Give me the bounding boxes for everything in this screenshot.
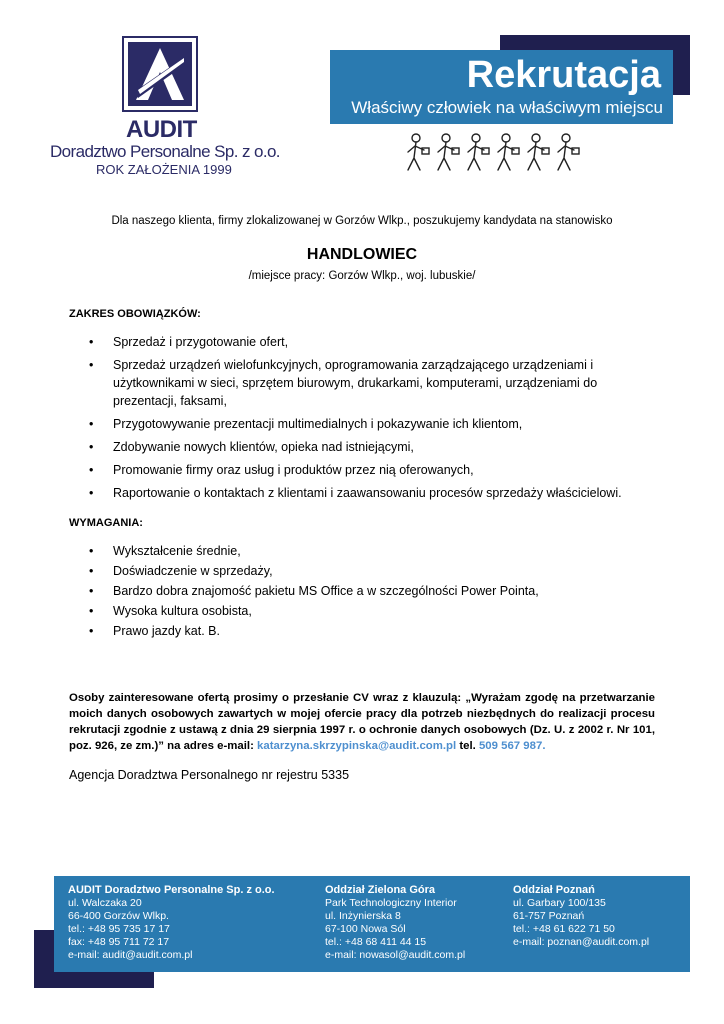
email-label: na adres e-mail: xyxy=(167,740,254,752)
duties-heading: ZAKRES OBOWIĄZKÓW: xyxy=(69,308,201,320)
logo-year: ROK ZAŁOŻENIA 1999 xyxy=(96,162,232,177)
logo-name: AUDIT xyxy=(126,116,197,143)
banner-subtitle: Właściwy człowiek na właściwym miejscu xyxy=(351,98,663,117)
intro-text: Dla naszego klienta, firmy zlokalizowanej w Gorzów Wlkp., poszukujemy kandydata na stanowisko xyxy=(111,215,613,227)
walking-people-icon xyxy=(400,130,600,180)
footer-pz-tel: tel.: +48 61 622 71 50 xyxy=(513,923,615,935)
contact-phone-link[interactable]: 509 567 987. xyxy=(478,740,546,752)
banner-title: Rekrutacja xyxy=(466,54,661,96)
list-item: • Promowanie firmy oraz usług i produktów przez nią oferowanych, xyxy=(89,463,474,477)
list-item: • Raportowanie o kontaktach z klientami i zaawansowaniu procesów sprzedaży właścicielowi. xyxy=(89,486,622,500)
duties-list xyxy=(69,333,629,507)
consent-clause: Osoby zainteresowane ofertą prosimy o przesłanie CV wraz z klauzulą: „Wyrażam zgodę na przetwarzanie moich danych osobowych zawartych w mojej ofercie pracy dla potrzeb niezbędnych do realizacji procesu rekrutacji zgodnie z ustawą z dnia 29 sierpnia 1997 r. o ochronie danych osobowych (Dz. U. z 2002 r. Nr 101, poz. 926, ze zm.)” xyxy=(69,692,655,752)
list-item: • Wysoka kultura osobista, xyxy=(89,604,252,618)
list-item: • Sprzedaż urządzeń wielofunkcyjnych, oprogramowania zarządzającego urządzeniami i użytkownikami w sieci, sprzętem biurowym, drukarkami, komputerami, urządzeniami do prezentacji, faksami, xyxy=(89,358,598,408)
footer-pz-street: ul. Garbary 100/135 xyxy=(513,897,606,909)
footer-zg-heading: Oddział Zielona Góra xyxy=(325,884,436,896)
job-place: /miejsce pracy: Gorzów Wlkp., woj. lubuskie/ xyxy=(248,270,476,282)
list-item: • Prawo jazdy kat. B. xyxy=(89,624,220,638)
banner xyxy=(330,50,673,124)
footer-hq-fax: fax: +48 95 711 72 17 xyxy=(68,936,170,948)
requirements-list xyxy=(69,542,629,642)
footer-hq-heading: AUDIT Doradztwo Personalne Sp. z o.o. xyxy=(68,884,275,896)
contact-email-link[interactable]: katarzyna.skrzypinska@audit.com.pl xyxy=(257,740,457,752)
footer-hq-email[interactable]: e-mail: audit@audit.com.pl xyxy=(68,949,193,961)
requirements-heading: WYMAGANIA: xyxy=(69,517,143,529)
footer-pz-city: 61-757 Poznań xyxy=(513,910,585,922)
application-instructions xyxy=(69,690,655,754)
footer-hq-tel: tel.: +48 95 735 17 17 xyxy=(68,923,170,935)
job-title: HANDLOWIEC xyxy=(306,246,418,263)
footer-hq-city: 66-400 Gorzów Wlkp. xyxy=(68,910,169,922)
footer-zg-city: 67-100 Nowa Sól xyxy=(325,923,406,935)
logo-a-icon xyxy=(128,42,192,106)
list-item: • Przygotowywanie prezentacji multimedialnych i pokazywanie ich klientom, xyxy=(89,417,523,431)
footer-hq-street: ul. Walczaka 20 xyxy=(68,897,142,909)
agency-registry: Agencja Doradztwa Personalnego nr rejestru 5335 xyxy=(69,768,350,782)
list-item: • Sprzedaż i przygotowanie ofert, xyxy=(89,335,289,349)
list-item: • Zdobywanie nowych klientów, opieka nad istniejącymi, xyxy=(89,440,414,454)
list-item: • Doświadczenie w sprzedaży, xyxy=(89,564,273,578)
company-logo xyxy=(122,36,198,112)
footer-pz-email[interactable]: e-mail: poznan@audit.com.pl xyxy=(513,936,650,948)
footer-zg-park: Park Technologiczny Interior xyxy=(325,897,457,909)
footer-zg-street: ul. Inżynierska 8 xyxy=(325,910,401,922)
footer-zg-tel: tel.: +48 68 411 44 15 xyxy=(325,936,427,948)
list-item: • Bardzo dobra znajomość pakietu MS Office a w szczególności Power Pointa, xyxy=(89,584,539,598)
footer-pz-heading: Oddział Poznań xyxy=(513,884,595,896)
footer-poznan xyxy=(513,884,649,949)
list-item: • Wykształcenie średnie, xyxy=(89,544,241,558)
logo-mark xyxy=(128,42,192,106)
footer-zielona-gora xyxy=(325,884,465,962)
footer xyxy=(54,876,690,972)
footer-zg-email[interactable]: e-mail: nowasol@audit.com.pl xyxy=(325,949,466,961)
tel-label: tel. xyxy=(459,740,476,752)
logo-subtitle: Doradztwo Personalne Sp. z o.o. xyxy=(50,142,280,161)
footer-hq xyxy=(68,884,275,962)
